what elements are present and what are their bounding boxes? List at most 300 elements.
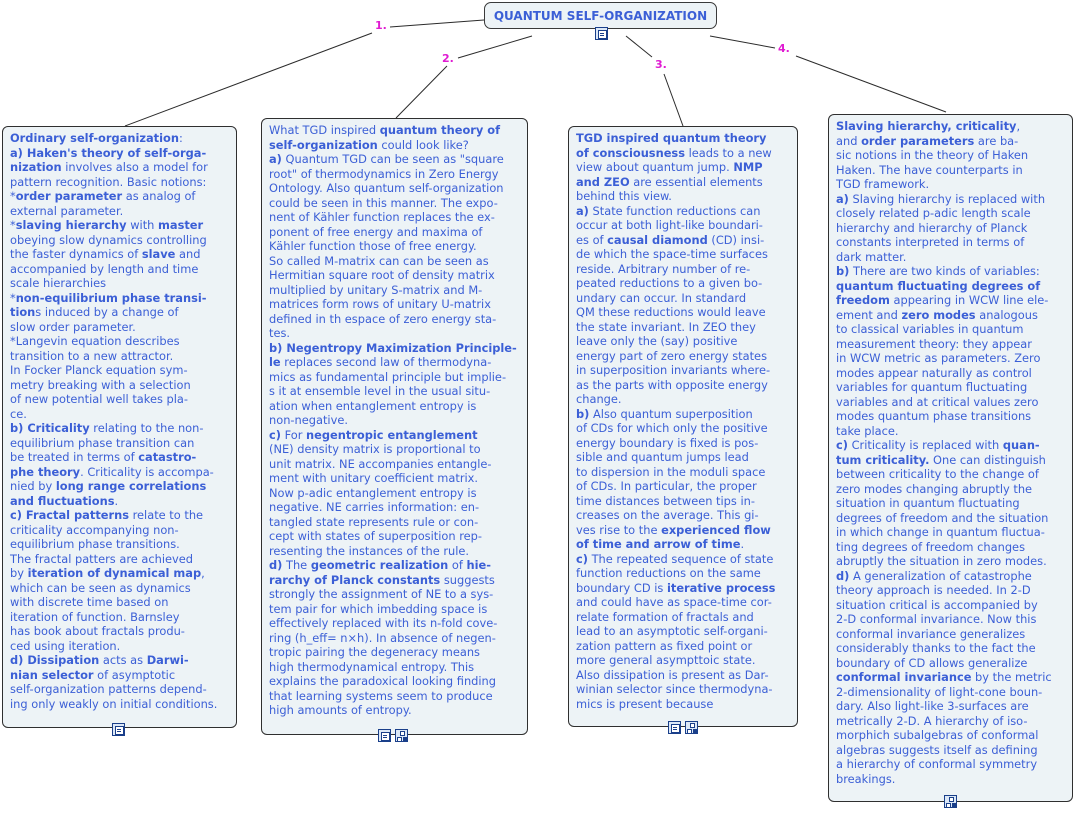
root-title: QUANTUM SELF-ORGANIZATION [493,8,708,23]
text-run: creases on the average. This gi- [576,508,759,522]
text-run: Also quantum superposition [589,406,753,421]
node-text-line [836,395,1066,410]
bold-term: catastro- [138,450,197,464]
node-text-line [576,160,791,175]
text-run: Also dissipation is present as Dar- [576,667,769,682]
text-run: sible and quantum jumps lead [576,450,749,464]
node-text-line [836,467,1066,482]
node-text-line [10,653,230,668]
node-text-line [269,660,521,675]
text-run: of CDs for which only the positive [576,421,768,435]
node-text-line [269,442,521,457]
text-run: The [282,558,311,572]
node-text-line [576,392,791,407]
text-run: lead to an asymptotic self-organi- [576,624,768,638]
node-text-line [836,612,1066,627]
node-text-line [576,566,791,581]
text-run: slow order parameter. [10,319,136,334]
bold-term: c) [269,427,281,442]
text-run: breakings. [836,771,896,786]
node-text-line [10,421,230,436]
bold-term: TGD inspired quantum theory [576,131,767,145]
text-run: scale hierarchies [10,276,107,290]
text-run: ves rise to the [576,522,662,537]
text-run: change. [576,392,622,406]
text-run: with [126,218,159,232]
bold-term: b) Criticality [10,421,90,435]
text-run: zation pattern as fixed point or [576,638,753,653]
node-text-line [836,264,1066,279]
text-run: ponent of free energy and maxima of [269,224,483,239]
bold-term: b) Negentropy Maximization Principle- [269,340,517,355]
node-text-line [836,772,1066,787]
text-run: closely related p-adic length scale [836,206,1031,220]
node-text-line [269,689,521,704]
bold-term: tion [10,305,36,319]
node-text-line [576,320,791,335]
text-run: root" of thermodynamics in Zero Energy [269,166,499,181]
node-text-line [10,465,230,480]
node-text-line [10,668,230,683]
node-text-line [836,308,1066,323]
node-text-line [836,366,1066,381]
node-text-line [269,283,521,298]
text-run: ing only weakly on initial conditions. [10,696,218,711]
node-text-line [10,682,230,697]
text-run: tangled state represents rule or con- [269,514,479,529]
text-run: theory approach is needed. In 2-D [836,583,1031,597]
node-text-line [10,334,230,349]
root-concept-node[interactable] [484,2,717,29]
text-run: could be seen in this manner. The expo- [269,195,498,210]
node-text-line [269,486,521,501]
bold-term: conformal invariance [836,670,972,684]
node-text-line [836,337,1066,352]
node-text-line [836,177,1066,192]
text-run: explains the paradoxical looking finding [269,674,497,688]
text-run: QM these reductions would leave [576,305,766,319]
text-run: TGD framework. [836,177,930,191]
bold-term: geometric realization [310,558,449,572]
concept-node-tgd-quantum-self-organization[interactable] [261,118,528,735]
node-text-line [836,540,1066,555]
node-text-line [836,743,1066,758]
node-text-line [10,610,230,625]
bold-term: a) Haken's theory of self-orga- [10,145,207,160]
bold-term: b) [576,406,590,421]
text-run: considerably thanks to the fact the [836,641,1036,655]
bold-term: zero modes [901,307,976,322]
node-text-line [576,262,791,277]
node-text-line [10,160,230,175]
text-run: of new potential well takes pla- [10,392,189,406]
text-run: strongly the assignment of NE to a sys- [269,587,494,601]
text-run: cept with states of superposition rep- [269,529,482,543]
bold-term: iterative process [666,580,776,595]
text-run: energy part of zero energy states [576,348,767,363]
text-run: accompanied by length and time [10,261,199,276]
node-text-line [836,554,1066,569]
text-run: tropic pairing the degeneracy means [269,645,480,659]
text-run: There are two kinds of variables: [849,264,1040,278]
node-text-line [269,500,521,515]
node-text-line [836,351,1066,366]
bold-term: le [269,355,281,369]
bold-term: tum criticality. [836,452,930,467]
node-text-line [269,674,521,689]
node-text-line [10,218,230,233]
node-text-line [269,341,521,356]
node-text-line [10,581,230,596]
text-run: relate to the [129,508,204,522]
text-run: ring (h_eff= n×h). In absence of negen- [269,630,496,645]
node-text-line [576,523,791,538]
bold-term: d) Dissipation [10,653,100,667]
node-text-line [576,334,791,349]
node-text-line [836,206,1066,221]
text-run: of CDs. In particular, the proper [576,479,757,493]
node-text-line [10,233,230,248]
text-run: The repeated sequence of state [587,551,774,566]
node-text-line [10,131,230,146]
bold-term: iteration of dynamical map [27,566,202,580]
bold-term: c) Fractal patterns [10,508,129,522]
text-run: as the parts with opposite energy [576,377,768,392]
node-text-line [576,233,791,248]
text-run: function reductions on the same [576,566,761,580]
submap-icon[interactable] [944,795,957,808]
text-run: peated reductions to a given bo- [576,276,763,290]
node-text-line [269,196,521,211]
text-run: winian selector since thermodyna- [576,682,773,696]
text-run: conformal invariance generalizes [836,626,1026,641]
document-icon[interactable] [668,721,681,734]
document-icon[interactable] [112,723,125,736]
node-text-line [576,349,791,364]
node-text-line [10,378,230,393]
concept-node-tgd-consciousness[interactable] [568,126,798,727]
text-run: and [836,133,862,148]
text-run: Slaving hierarchy is replaced with [848,191,1046,206]
text-run: relate formation of fractals and [576,609,754,624]
text-run: transition to a new attractor. [10,348,174,363]
node-text-line [836,409,1066,424]
text-run: take place. [836,423,899,438]
node-text-line [269,602,521,617]
node-text-line [10,262,230,277]
document-icon[interactable] [378,729,391,742]
bold-term: hie- [466,558,491,572]
text-run: zero modes changing abruptly the [836,481,1033,496]
text-run: appearing in WCW line ele- [889,293,1049,307]
node-text-line [836,728,1066,743]
text-run: ce. [10,406,27,421]
text-run: algebras suggests itself as defining [836,742,1038,757]
bold-term: c) [576,551,588,566]
text-run: multiplied by unitary S-matrix and M- [269,282,483,297]
node-text-line [269,515,521,530]
submap-icon[interactable] [395,729,408,742]
text-run: tem pair for which imbedding space is [269,601,488,616]
node-text-line [269,370,521,385]
text-run: (NE) density matrix is proportional to [269,442,481,456]
node-text-line [269,631,521,646]
node-text-line [576,247,791,262]
node-text-line [269,616,521,631]
text-run: . [740,537,745,551]
concept-node-slaving-hierarchy-criticality[interactable] [828,114,1073,802]
text-run: by [10,566,28,580]
text-run: tes. [269,326,291,340]
node-text-line [10,392,230,407]
node-text-line [10,508,230,523]
text-run: has book about fractals produ- [10,624,185,638]
text-run: For [280,427,307,442]
node-text-line [10,189,230,204]
text-run: in which change in quantum fluctua- [836,525,1045,539]
text-run: : [178,131,183,145]
text-run: s induced by a change of [35,305,179,319]
node-text-line [836,148,1066,163]
bold-term: freedom [836,293,890,307]
text-run: Quantum TGD can be seen as "square [281,152,504,166]
concept-node-ordinary-self-organization[interactable] [2,126,237,728]
text-run: relating to the non- [89,421,204,435]
text-run: non-negative. [269,413,348,427]
node-text-line [269,138,521,153]
node-text-line [10,624,230,639]
text-run: and [175,247,201,261]
node-text-line [576,581,791,596]
text-run: the faster dynamics of [10,247,142,261]
text-run: degrees of freedom and the situation [836,510,1049,525]
node-text-line [576,146,791,161]
node-text-line [836,380,1066,395]
node-text-line [10,291,230,306]
node-text-line [10,247,230,262]
node-text-line [269,645,521,660]
text-run: ment with unitary coefficient matrix. [269,471,479,485]
text-run: be treated in terms of [10,450,139,464]
text-run: metrically 2-D. A hierarchy of iso- [836,713,1028,728]
text-run: . Criticality is accompa- [80,464,214,479]
text-run: reside. Arbitrary number of re- [576,261,751,276]
text-run: obeying slow dynamics controlling [10,232,207,247]
text-run: view about quantum jump. [576,160,734,174]
bold-term: quan- [1002,438,1040,452]
text-run: with discrete time based on [10,595,169,609]
text-run: could look like? [377,137,469,152]
text-run: external parameter. [10,203,124,218]
node-text-line [836,656,1066,671]
node-text-line [10,450,230,465]
node-text-line [269,529,521,544]
node-text-line [836,235,1066,250]
node-text-line [269,544,521,559]
node-text-line [576,552,791,567]
bold-term: a) [576,203,589,218]
text-run: . [114,493,119,508]
node-text-line [10,566,230,581]
node-text-line [836,511,1066,526]
link-label-1: 1. [375,19,387,32]
text-run: One can distinguish [929,452,1046,467]
text-run: acts as [99,653,147,667]
text-run: Haken. The have counterparts in [836,162,1023,177]
text-run: negative. NE carries information: en- [269,500,480,514]
text-run: between criticality to the change of [836,467,1039,481]
node-text-line [269,384,521,399]
bold-term: nian selector [10,667,94,682]
text-run: a hierarchy of conformal symmetry [836,757,1038,771]
text-run: which can be seen as dynamics [10,580,191,595]
node-text-line [10,552,230,567]
text-run: energy boundary is fixed is pos- [576,435,759,450]
text-run: suggests [440,572,495,587]
text-run: that learning systems seem to produce [269,688,493,703]
bold-term: and ZEO [576,174,630,189]
text-run: and could have as space-time cor- [576,595,772,609]
text-run: hierarchy and hierarchy of Planck [836,220,1028,235]
node-text-line [836,163,1066,178]
bold-term: order parameter [15,189,123,203]
text-run: State function reductions can [588,203,761,218]
node-text-line [576,305,791,320]
node-text-line [836,641,1066,656]
node-text-line [10,639,230,654]
node-text-line [836,569,1066,584]
link-label-2: 2. [442,52,454,65]
node-text-line [576,421,791,436]
text-run: ation when entanglement entropy is [269,398,477,413]
text-run: dark matter. [836,249,907,264]
node-text-line [836,250,1066,265]
node-text-line [269,587,521,602]
text-run: dary. Also light-like 3-surfaces are [836,699,1029,713]
text-run: modes appear naturally as control [836,365,1032,380]
node-text-line [836,293,1066,308]
node-text-line [836,699,1066,714]
node-text-line [10,146,230,161]
node-text-line [10,479,230,494]
text-run: situation critical is accompanied by [836,597,1038,612]
node-text-line [269,471,521,486]
text-run: constants interpreted in terms of [836,235,1025,249]
node-text-line [269,703,521,718]
bold-term: a) [836,191,849,206]
text-run: morphich subalgebras of conformal [836,728,1039,742]
bold-term: of time and arrow of time [576,537,741,551]
bold-term: NMP [733,160,763,174]
bold-term: rarchy of Planck constants [269,572,441,587]
node-text-line [836,134,1066,149]
node-text-line [10,276,230,291]
bold-term: order parameters [861,133,975,148]
text-run: involves also a model for [61,160,208,174]
node-text-line [269,210,521,225]
document-icon[interactable] [595,27,608,40]
node-text-line [269,573,521,588]
node-text-line [10,349,230,364]
node-text-line [576,131,791,146]
node-text-line [836,482,1066,497]
bold-term: a) [269,152,282,166]
text-run: Hermitian square root of density matrix [269,268,495,282]
node-text-line [576,276,791,291]
node-text-line [269,268,521,283]
link-label-3: 3. [655,58,667,71]
node-text-line [576,639,791,654]
node-text-line [269,297,521,312]
text-run: resenting the instances of the rule. [269,543,470,558]
bold-term: Slaving hierarchy, criticality [836,119,1017,133]
node-text-line [269,413,521,428]
node-text-line [836,496,1066,511]
bold-term: experienced flow [661,522,771,537]
text-run: nied by [10,479,56,493]
node-text-line [836,714,1066,729]
bold-term: non-equilibrium phase transi- [15,290,207,305]
node-text-line [836,627,1066,642]
bold-term: master [158,218,204,232]
text-run: Criticality is replaced with [847,438,1003,452]
text-run: * [10,290,16,305]
text-run: equilibrium phase transition can [10,435,195,450]
text-run: to dispersion in the moduli space [576,464,766,479]
node-text-line [269,152,521,167]
text-run: of [448,558,467,572]
text-run: de which the space-time surfaces [576,247,768,261]
node-text-line [836,453,1066,468]
text-run: Kähler function those of free energy. [269,239,477,253]
bold-term: c) [836,438,848,452]
node-text-line [576,668,791,683]
node-text-line [576,537,791,552]
node-text-line [836,598,1066,613]
node-text-line [10,494,230,509]
text-run: boundary CD is [576,580,667,595]
text-run: metry breaking with a selection [10,377,191,392]
text-run: in superposition invariants where- [576,363,771,377]
node-text-line [836,221,1066,236]
text-run: , [201,566,205,580]
text-run: 2-dimensionality of light-cone boun- [836,684,1043,699]
node-text-line [576,436,791,451]
node-text-line [576,624,791,639]
text-run: defined in th espace of zero energy sta- [269,311,497,326]
text-run: s it at ensemble level in the usual situ- [269,384,491,398]
node-text-line [269,457,521,472]
node-text-line [269,123,521,138]
text-run: situation in quantum fluctuating [836,496,1020,510]
bold-term: of consciousness [576,145,685,160]
submap-icon[interactable] [685,721,698,734]
bold-term: b) [836,264,850,278]
text-run: analogous [975,307,1038,322]
node-text-line [10,175,230,190]
node-text-line [836,279,1066,294]
text-run: iteration of function. Barnsley [10,609,180,624]
bold-term: Darwi- [146,653,189,667]
text-run: occur at both light-like boundari- [576,218,763,232]
text-run: time distances between tips in- [576,493,755,508]
text-run: high thermodynamical entropy. This [269,659,475,674]
text-run: A generalization of catastrophe [849,568,1032,583]
node-text-line [836,192,1066,207]
text-run: modes quantum phase transitions [836,409,1032,423]
node-text-line [10,204,230,219]
bold-term: d) [269,558,283,572]
